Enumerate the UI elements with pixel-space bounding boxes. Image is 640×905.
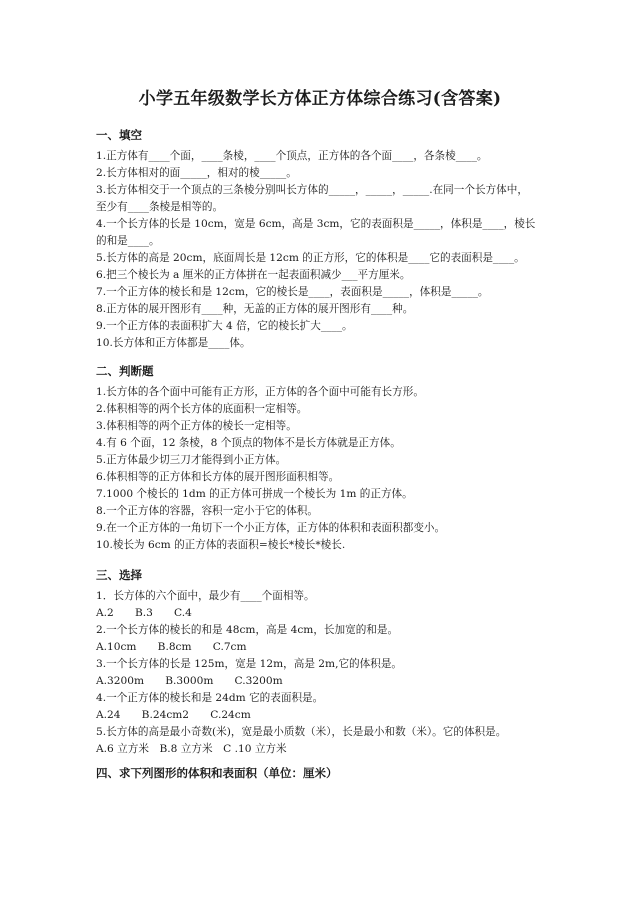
question-line: 4.有 6 个面，12 条棱，8 个顶点的物体不是长方体就是正方体。: [96, 437, 401, 449]
question-line: 3.长方体相交于一个顶点的三条棱分别叫长方体的_____，_____，_____.在同一个长方体中，: [96, 184, 528, 196]
section-heading: 一、填空: [96, 128, 142, 142]
question-line: 6.体积相等的正方体和长方体的展开图形面积相等。: [96, 471, 340, 483]
question-line: 的和是____。: [96, 235, 160, 247]
question-line: 7.1000 个棱长的 1dm 的正方体可拼成一个棱长为 1m 的正方体。: [96, 488, 413, 500]
question-line: 5.正方体最少切三刀才能得到小正方体。: [96, 454, 287, 466]
choice-line: A.2 B.3 C.4: [96, 607, 192, 619]
question-line: 6.把三个棱长为 a 厘米的正方体拼在一起表面积减少___平方厘米。: [96, 269, 411, 281]
question-line: 2.长方体相对的面_____，相对的棱_____。: [96, 167, 297, 179]
choice-line: A.10cm B.8cm C.7cm: [96, 641, 247, 653]
section-multiple-choice: [96, 567, 548, 758]
question-line: 1．长方体的六个面中，最少有____个面相等。: [96, 590, 315, 602]
question-line: 10.长方体和正方体都是____体。: [96, 337, 251, 349]
choice-line: A.24 B.24cm2 C.24cm: [96, 709, 251, 721]
question-line: 3.一个长方体的长是 125m，宽是 12m，高是 2m,它的体积是。: [96, 658, 403, 670]
question-line: 10.棱长为 6cm 的正方体的表面积=棱长*棱长*棱长.: [96, 539, 346, 551]
question-line: 9.一个正方体的表面积扩大 4 倍，它的棱长扩大____。: [96, 320, 353, 332]
question-line: 8.正方体的展开图形有____种，无盖的正方体的展开图形有____种。: [96, 303, 414, 315]
question-line: 2.一个长方体的棱长的和是 48cm，高是 4cm，长加宽的和是。: [96, 624, 399, 636]
question-line: 3.体积相等的两个正方体的棱长一定相等。: [96, 420, 297, 432]
choice-line: A.3200m B.3000m C.3200m: [96, 675, 283, 687]
question-line: 至少有____条棱是相等的。: [96, 201, 224, 213]
question-line: 5.长方体的高是 20cm，底面周长是 12cm 的正方形，它的体积是____它的表面积是____。: [96, 252, 525, 264]
question-line: 9.在一个正方体的一角切下一个小正方体，正方体的体积和表面积都变小。: [96, 522, 446, 534]
question-line: 4.一个正方体的棱长和是 24dm 它的表面积是。: [96, 692, 324, 704]
page-title: 小学五年级数学长方体正方体综合练习(含答案): [138, 89, 502, 109]
section-true-false: [96, 363, 548, 554]
question-line: 7.一个正方体的棱长和是 12cm，它的棱长是____，表面积是_____，体积是_____。: [96, 286, 489, 298]
question-line: 5.长方体的高是最小奇数(米)，宽是最小质数（米），长是最小和数（米）。它的体积是。: [96, 726, 507, 738]
question-line: 4.一个长方体的长是 10cm，宽是 6cm，高是 3cm，它的表面积是_____，体积是____，棱长: [96, 218, 536, 230]
question-line: 1.长方体的各个面中可能有正方形，正方体的各个面中可能有长方形。: [96, 386, 424, 398]
section-volume-area: [96, 765, 548, 786]
section-fill-in-blanks: [96, 127, 548, 352]
question-line: 1.正方体有____个面，____条棱，____个顶点，正方体的各个面____，各条棱____。: [96, 150, 488, 162]
section-heading: 三、选择: [96, 568, 142, 582]
section-heading: 四、求下列图形的体积和表面积（单位：厘米）: [96, 766, 338, 780]
question-line: 2.体积相等的两个长方体的底面积一定相等。: [96, 403, 308, 415]
section-heading: 二、判断题: [96, 364, 154, 378]
choice-line: A.6 立方米 B.8 立方米 C .10 立方米: [96, 743, 287, 755]
question-line: 8.一个正方体的容器，容积一定小于它的体积。: [96, 505, 318, 517]
